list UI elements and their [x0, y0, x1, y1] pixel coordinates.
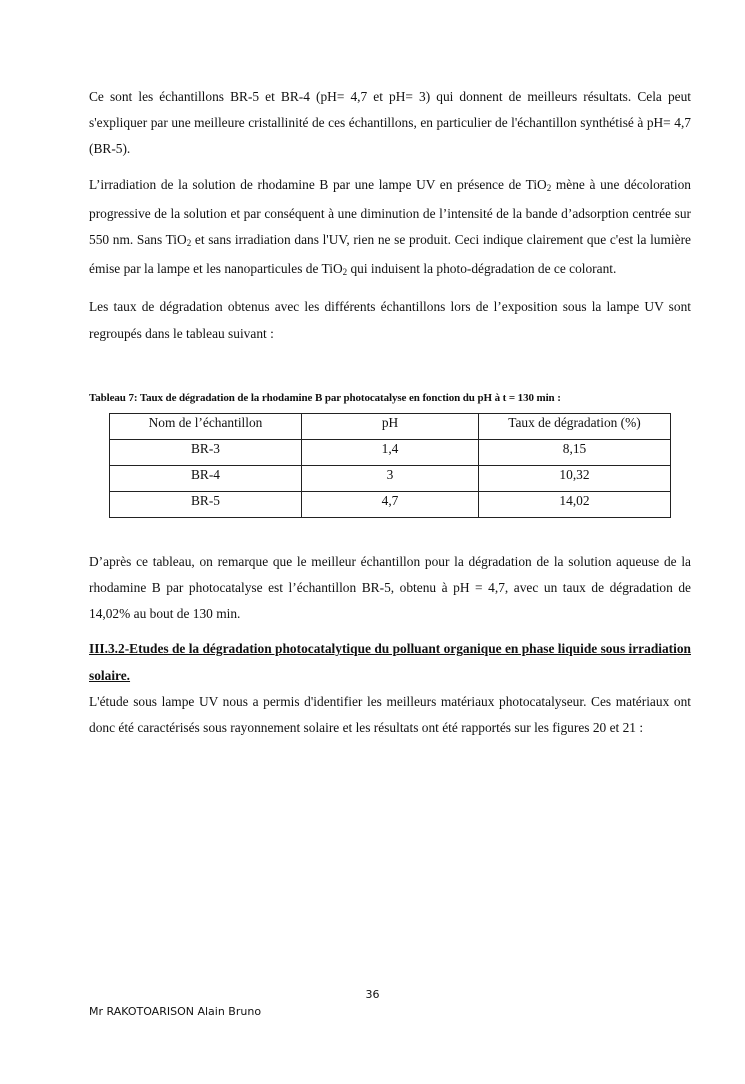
paragraph-solar-intro: L'étude sous lampe UV nous a permis d'identifier les meilleurs matériaux photocatalyseur. Ces matériaux ont donc été caractérisés sous rayonnement solaire et les résultats ont été rapportés sur les figures 20 et 21 :	[89, 693, 691, 736]
subscript-2: 2	[546, 182, 552, 193]
table-row	[110, 491, 671, 517]
subscript-2: 2	[186, 238, 192, 249]
table-cell: BR-5	[110, 491, 302, 517]
document-body	[89, 84, 691, 750]
table-cell: 14,02	[479, 491, 671, 517]
table-caption: Tableau 7: Taux de dégradation de la rhodamine B par photocatalyse en fonction du pH à t = 130 min :	[89, 391, 561, 404]
table-header-cell: pH	[302, 413, 479, 439]
table-cell: 1,4	[302, 439, 479, 465]
table-cell: 10,32	[479, 465, 671, 491]
table-row	[110, 465, 671, 491]
table-header-cell: Nom de l’échantillon	[110, 413, 302, 439]
table-row	[110, 439, 671, 465]
paragraph-irradiation-part-3: et sans irradiation dans l'UV, rien ne se produit. Ceci indique clairement que c'est la lumière émise par la lampe et les nanoparticules de TiO	[89, 232, 691, 277]
degradation-table	[109, 413, 671, 518]
paragraph-table-analysis: D’après ce tableau, on remarque que le meilleur échantillon pour la dégradation de la solution aqueuse de la rhodamine B par photocatalyse est l’échantillon BR-5, obtenu à pH = 4,7, avec un taux de dégradation de 14,02% au bout de 130 min.	[89, 553, 691, 622]
paragraph-irradiation-part-4: qui induisent la photo-dégradation de ce colorant.	[347, 261, 617, 277]
table-cell: 4,7	[302, 491, 479, 517]
paragraph-results: Ce sont les échantillons BR-5 et BR-4 (pH= 4,7 et pH= 3) qui donnent de meilleurs résultats. Cela peut s'expliquer par une meilleure cristallinité de ces échantillons, en particulier de l'échantillon synthétisé à pH= 4,7 (BR-5).	[89, 89, 691, 157]
footer-author: Mr RAKOTOARISON Alain Bruno	[89, 1005, 262, 1018]
table-header-cell: Taux de dégradation (%)	[479, 413, 671, 439]
page-number: 36	[365, 988, 380, 1001]
section-heading: III.3.2-Etudes de la dégradation photocatalytique du polluant organique en phase liquide sous irradiation solaire.	[89, 641, 691, 683]
table-cell: BR-3	[110, 439, 302, 465]
paragraph-table-intro: Les taux de dégradation obtenus avec les différents échantillons lors de l’exposition sous la lampe UV sont regroupés dans le tableau suivant :	[89, 299, 691, 341]
table-cell: 3	[302, 465, 479, 491]
table-cell: 8,15	[479, 439, 671, 465]
paragraph-irradiation-part-1: L’irradiation de la solution de rhodamine B par une lampe UV en présence de TiO	[89, 176, 547, 192]
paragraph-irradiation	[89, 172, 691, 286]
paragraph-irradiation-part-2: mène à une décoloration progressive de la solution et par conséquent à une diminution de l’intensité de la bande d’adsorption centrée sur 550 nm. Sans TiO	[89, 176, 691, 248]
subscript-2: 2	[342, 267, 348, 278]
table-header-row	[110, 413, 671, 439]
table-cell: BR-4	[110, 465, 302, 491]
